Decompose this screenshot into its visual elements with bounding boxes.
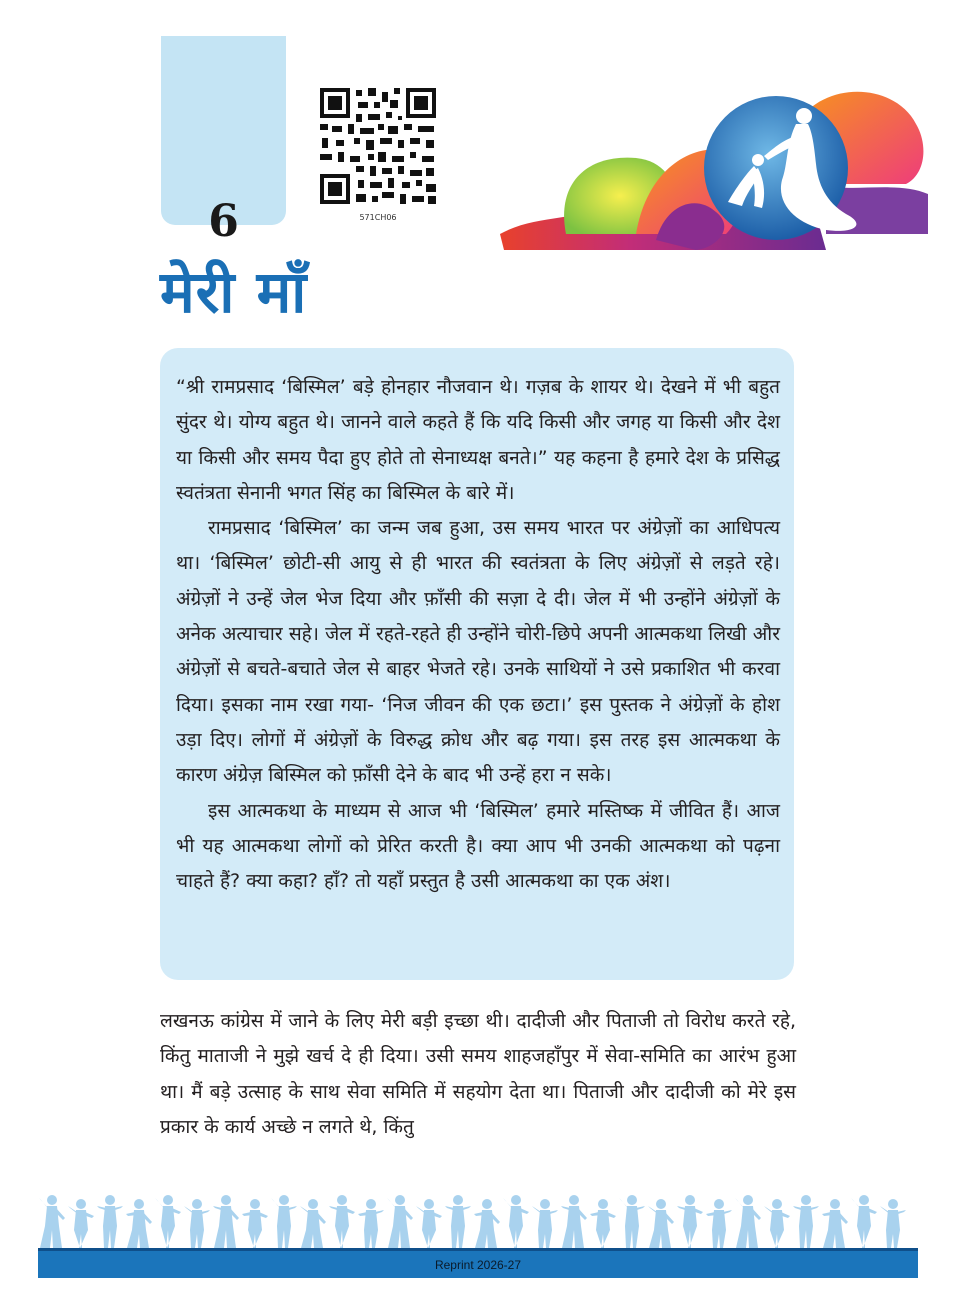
child-silhouette — [851, 1195, 877, 1248]
child-silhouette — [764, 1199, 790, 1248]
child-silhouette — [474, 1199, 500, 1248]
reprint-label: Reprint 2026-27 — [434, 1258, 522, 1272]
child-silhouette — [242, 1199, 268, 1248]
child-silhouette — [213, 1195, 239, 1248]
qr-code-label: 571CH06 — [359, 213, 397, 222]
chapter-number: 6 — [208, 196, 239, 247]
child-silhouette — [300, 1199, 326, 1248]
child-silhouette — [68, 1199, 94, 1248]
children-silhouette-strip — [38, 1186, 918, 1250]
child-silhouette — [532, 1199, 558, 1248]
child-silhouette — [39, 1195, 65, 1248]
child-silhouette — [184, 1199, 210, 1248]
child-silhouette — [880, 1199, 906, 1248]
child-silhouette — [822, 1199, 848, 1248]
child-silhouette — [619, 1195, 645, 1248]
intro-text — [176, 370, 780, 899]
intro-paragraph: इस आत्मकथा के माध्यम से आज भी ‘बिस्मिल’ हमारे मस्तिष्क में जीवित हैं। आज भी यह आत्मकथा लोगों को प्रेरित करती है। क्या आप भी उनकी आत्मकथा को पढ़ना चाहते हैं? क्या कहा? हाँ? तो यहाँ प्रस्तुत है उसी आत्मकथा का एक अंश। — [176, 799, 780, 893]
child-silhouette — [155, 1195, 181, 1248]
child-silhouette — [329, 1195, 355, 1248]
child-silhouette — [735, 1195, 761, 1248]
child-silhouette — [126, 1199, 152, 1248]
child-silhouette — [416, 1199, 442, 1248]
child-silhouette — [97, 1195, 123, 1248]
child-silhouette — [590, 1199, 616, 1248]
child-silhouette — [561, 1195, 587, 1248]
child-silhouette — [271, 1195, 297, 1248]
child-silhouette — [445, 1195, 471, 1248]
chapter-tab — [161, 36, 286, 247]
child-silhouette — [387, 1195, 413, 1248]
body-paragraph: लखनऊ कांग्रेस में जाने के लिए मेरी बड़ी इच्छा थी। दादीजी और पिताजी तो विरोध करते रहे, किंतु माताजी ने मुझे खर्च दे ही दिया। उसी समय शाहजहाँपुर में सेवा-समिति का आरंभ हुआ था। मैं बड़े उत्साह के साथ सेवा समिति में सहयोग देता था। पिताजी और दादीजी को मेरे इस प्रकार के कार्य अच्छे न लगते थे, किंतु — [160, 1010, 796, 1138]
child-silhouette — [648, 1199, 674, 1248]
intro-paragraph: “श्री रामप्रसाद ‘बिस्मिल’ बड़े होनहार नौजवान थे। गज़ब के शायर थे। देखने में भी बहुत सुंदर थे। योग्य बहुत थे। जानने वाले कहते हैं कि यदि किसी और जगह या किसी और देश या किसी और समय पैदा हुए होते तो सेनाध्यक्ष बनते।” यह कहना है हमारे देश के प्रसिद्ध स्वतंत्रता सेनानी भगत सिंह का बिस्मिल के बारे में। — [176, 376, 780, 504]
child-silhouette — [706, 1199, 732, 1248]
page-title: मेरी माँ — [160, 258, 308, 326]
child-silhouette — [358, 1199, 384, 1248]
intro-paragraph: रामप्रसाद ‘बिस्मिल’ का जन्म जब हुआ, उस समय भारत पर अंग्रेज़ों का आधिपत्य था। ‘बिस्मिल’ छोटी-सी आयु से ही भारत की स्वतंत्रता के लिए अंग्रेज़ों से लड़ते रहे। अंग्रेज़ों ने उन्हें जेल भेज दिया और फ़ाँसी की सज़ा दे दी। जेल में भी उन्होंने अंग्रेज़ों के अनेक अत्याचार सहे। जेल में रहते-रहते ही उन्होंने चोरी-छिपे अपनी आत्मकथा लिखी और अंग्रेज़ों से बचते-बचाते जेल से बाहर भेजते रहे। उनके साथियों ने उसे प्रकाशित भी करवा दिया। इसका नाम रखा गया- ‘निज जीवन की एक छटा।’ इस पुस्तक ने अंग्रेज़ों के होश उड़ा दिए। लोगों में अंग्रेज़ों के विरुद्ध क्रोध और बढ़ गया। इस तरह इस आत्मकथा के कारण अंग्रेज़ बिस्मिल को फ़ाँसी देने के बाद भी उन्हें हरा न सके। — [176, 517, 780, 787]
child-silhouette — [677, 1195, 703, 1248]
child-silhouette — [793, 1195, 819, 1248]
qr-code-icon[interactable] — [318, 86, 438, 206]
child-silhouette — [503, 1195, 529, 1248]
footer-bar — [38, 1248, 918, 1278]
mother-child-illustration — [496, 84, 928, 256]
